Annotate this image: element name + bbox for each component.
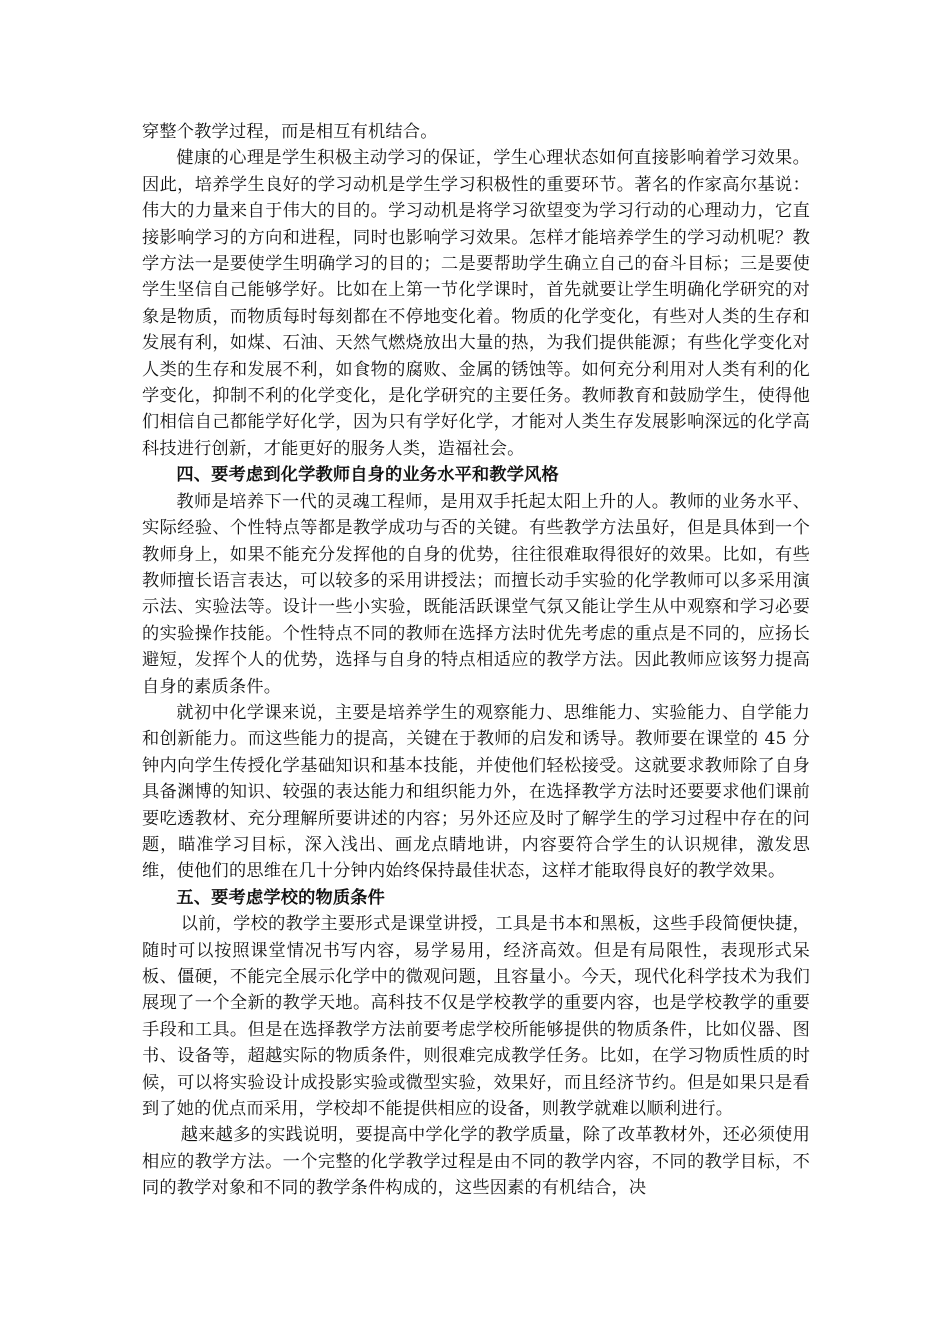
document-page [142, 119, 810, 1202]
paragraph-junior-chemistry: 就初中化学课来说，主要是培养学生的观察能力、思维能力、实验能力、自学能力和创新能力。而这些能力的提高，关键在于教师的启发和诱导。教师要在课堂的 45 分钟内向学生传授化学基础知识和基本技能，并使他们轻松接受。这就要求教师除了自身具备渊博的知识、较强的表达能力和组织能力外，在选择教学方法时还要要求他们课前要吃透教材、充分理解所要讲述的内容；另外还应及时了解学生的学习过程中存在的问题，瞄准学习目标，深入浅出、画龙点睛地讲，内容要符合学生的认识规律，激发思维，使他们的思维在几十分钟内始终保持最佳状态，这样才能取得良好的教学效果。 [142, 702, 810, 882]
paragraph-school-conditions: 以前，学校的教学主要形式是课堂讲授，工具是书本和黑板，这些手段简便快捷，随时可以按照课堂情况书写内容，易学易用，经济高效。但是有局限性，表现形式呆板、僵硬，不能完全展示化学中的微观问题，且容量小。今天，现代化科学技术为我们展现了一个全新的教学天地。高科技不仅是学校教学的重要内容，也是学校教学的重要手段和工具。但是在选择教学方法前要考虑学校所能够提供的物质条件，比如仪器、图书、设备等，超越实际的物质条件，则很难完成教学任务。比如，在学习物质性质的时候，可以将实验设计成投影实验或微型实验，效果好，而且经济节约。但是如果只是看到了她的优点而采用，学校却不能提供相应的设备，则教学就难以顺利进行。 [142, 914, 810, 1120]
paragraph-teacher-skill: 教师是培养下一代的灵魂工程师，是用双手托起太阳上升的人。教师的业务水平、实际经验、个性特点等都是教学成功与否的关键。有些教学方法虽好，但是具体到一个教师身上，如果不能充分发挥他的自身的优势，往往很难取得很好的效果。比如，有些教师擅长语言表达，可以较多的采用讲授法；而擅长动手实验的化学教师可以多采用演示法、实验法等。设计一些小实验，既能活跃课堂气氛又能让学生从中观察和学习必要的实验操作技能。个性特点不同的教师在选择方法时优先考虑的重点是不同的，应扬长避短，发挥个人的优势，选择与自身的特点相适应的教学方法。因此教师应该努力提高自身的素质条件。 [142, 491, 810, 697]
paragraph-continuation: 穿整个教学过程，而是相互有机结合。 [142, 122, 438, 142]
section-heading-four: 四、要考虑到化学教师自身的业务水平和教学风格 [176, 465, 559, 486]
paragraph-conclusion: 越来越多的实践说明，要提高中学化学的教学质量，除了改革教材外，还必须使用相应的教学方法。一个完整的化学教学过程是由不同的教学内容，不同的教学目标，不同的教学对象和不同的教学条件构成的，这些因素的有机结合，决 [142, 1125, 810, 1199]
paragraph-learning-motivation: 健康的心理是学生积极主动学习的保证，学生心理状态如何直接影响着学习效果。因此，培养学生良好的学习动机是学生学习积极性的重要环节。著名的作家高尔基说：伟大的力量来自于伟大的目的。学习动机是将学习欲望变为学习行动的心理动力，它直接影响学习的方向和进程，同时也影响学习效果。怎样才能培养学生的学习动机呢？教学方法一是要使学生明确学习的目的；二是要帮助学生确立自己的奋斗目标；三是要使学生坚信自己能够学好。比如在上第一节化学课时，首先就要让学生明确化学研究的对象是物质，而物质每时每刻都在不停地变化着。物质的化学变化，有些对人类的生存和发展有利，如煤、石油、天然气燃烧放出大量的热，为我们提供能源；有些化学变化对人类的生存和发展不利，如食物的腐败、金属的锈蚀等。如何充分利用对人类有利的化学变化，抑制不利的化学变化，是化学研究的主要任务。教师教育和鼓励学生，使得他们相信自己都能学好化学，因为只有学好化学，才能对人类生存发展影响深远的化学高科技进行创新，才能更好的服务人类，造福社会。 [142, 148, 810, 459]
section-heading-five: 五、要考虑学校的物质条件 [176, 887, 386, 908]
